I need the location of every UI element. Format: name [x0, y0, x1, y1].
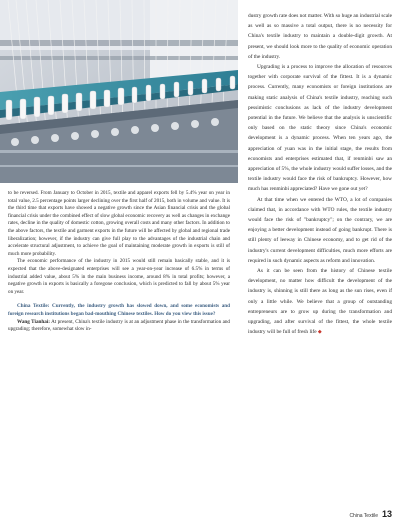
body-paragraph: dustry growth rate does not matter. With so huge an industrial scale as well as so massive a total output, there is no necessity for China's textile industry to maintain a double-digit growth. At present, we should look more to the quality of economic operation of the industry.	[248, 13, 392, 60]
right-text-column	[248, 11, 392, 338]
final-paragraph-text: As it can be seen from the history of Chinese textile development, no matter how difficult the development of the industry is, shinning is still there as long as the sun rises, even if only a little while. We believe that a group of outstanding entrepreneurs are to grow up during the transformation and upgrading, and after survival of the fittest, the whole textile industry will be full of fresh life	[248, 268, 392, 336]
page-footer	[349, 509, 392, 519]
body-paragraph	[248, 266, 392, 337]
interview-question: China Textile: Currently, the industry growth has slowed down, and some economists and foreign research institutions began bad-mouthing Chinese textiles. How do you view this issue?	[8, 303, 230, 317]
end-of-article-mark: ◆	[317, 329, 322, 336]
interview-answer	[8, 319, 230, 334]
textile-mill-photo	[0, 0, 238, 183]
left-text-column	[8, 190, 230, 334]
page-number: 13	[381, 509, 392, 519]
answer-text: At present, China's textile industry is at an adjustment phase in the transformation and upgrading; therefore, somewhat slow in-	[8, 318, 230, 333]
body-paragraph: The economic performance of the industry in 2015 would still remain basically stable, and it is expected that the above-designated enterprises will see a year-on-year increase of 6.5% in terms of industrial added value, about 5% in the main business income, around 8% in total profits; however, a negative growth in exports is basically a foregone conclusion, which is predicted to fall by about 5% year on year.	[8, 258, 230, 295]
publication-name: China Textile	[349, 513, 378, 519]
body-paragraph: to be reversed. From January to October in 2015, textile and apparel exports fell by 5.4% year on year in total value, 2.5 percentage points larger declining over the first half of 2015, both in volume and value. It is the third time that exports have showed a negative growth since the Asian financial crisis and the global financial crisis under the combined effect of slow global economic recovery as well as changes in exchange rates, decline in the quality of domestic cotton, growing overall costs and many other factors. In addition to the above factors, the textile and garment exports in the future will be affected by global and regional trade liberalization; however, if the industry can give full play to the advantages of the industrial chain and accelerate structural adjustment, to achieve the goal of maintaining moderate growth in exports is still of much more probability.	[8, 190, 230, 257]
body-paragraph: At that time when we entered the WTO, a lot of companies claimed that, in accordance with WTO rules, the textile industry would face the risk of "bankruptcy"; on the contrary, we are enjoying a better development instead of going bankrupt. There is still plenty of leeway in Chinese economy, and to get rid of the industry's current development difficulties, much more efforts are required in such dynamic aspects as reform and innovation.	[248, 196, 392, 264]
speaker-name: Wang Tianhai:	[17, 318, 50, 325]
body-paragraph: Upgrading is a process to improve the allocation of resources together with corporate survival of the fittest. It is a dynamic process. Currently, many economists or foreign institutions are making static analysis of China's textile industry, reaching such pessimistic conclusions as lack of the industry development potential in the future. We believe that the analysis is unscientific only based on the static theory since China's economic development is a dynamic process. When ten years ago, the appreciation of yuan was in the initial stage, the results from economists and enterprises estimated that, if renminbi saw an appreciation of 5%, the whole industry would suffer losses, and the textile industry would face the risk of bankruptcy. However, how much has renminbi appreciated? Have we gone out yet?	[248, 64, 392, 193]
